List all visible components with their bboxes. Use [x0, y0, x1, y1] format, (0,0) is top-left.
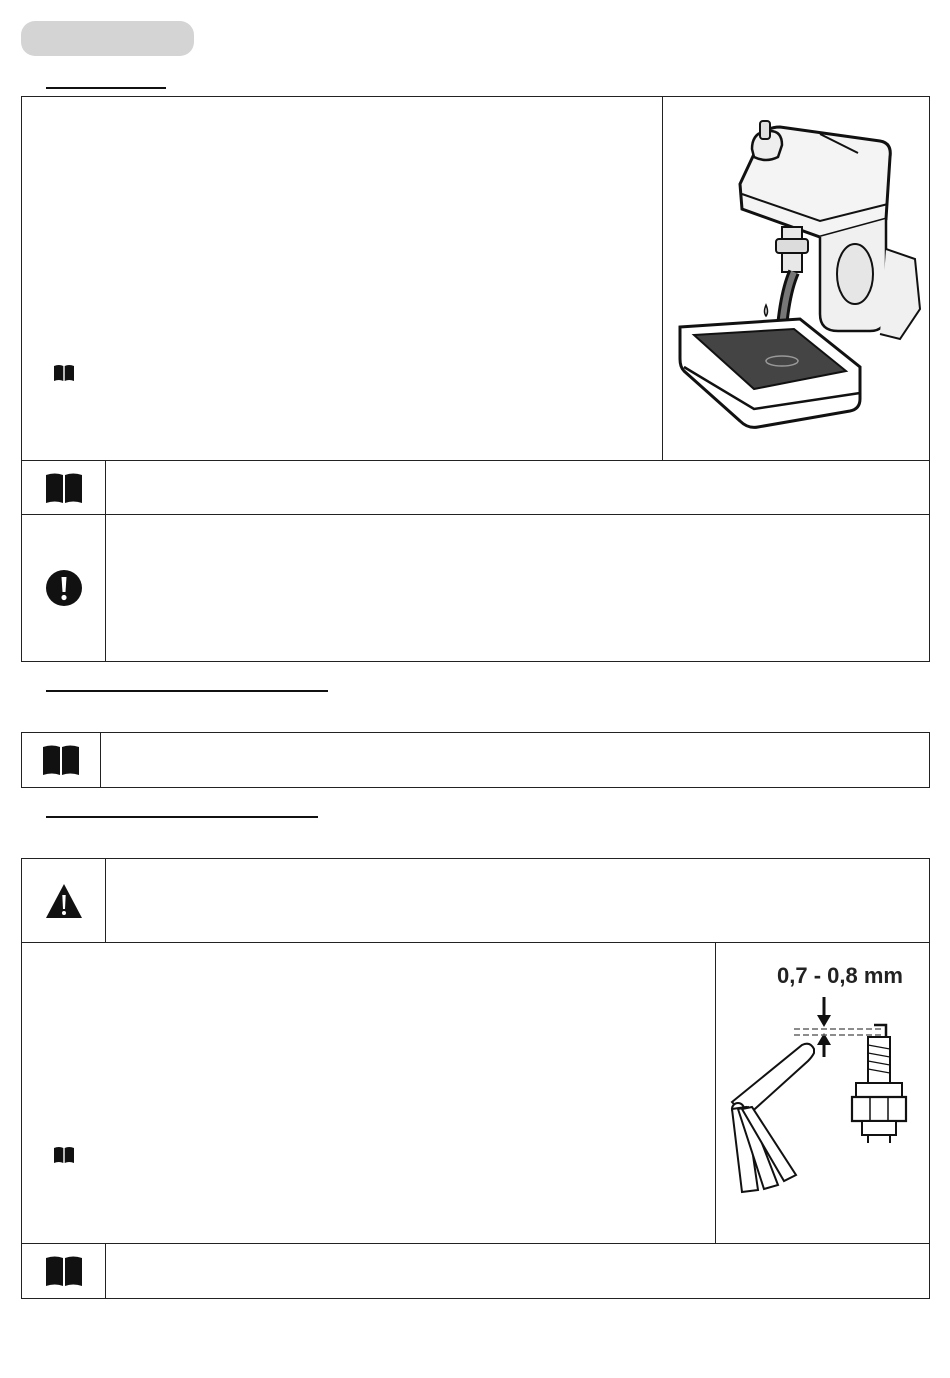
row-divider	[105, 461, 106, 515]
warning-row	[21, 858, 930, 944]
section-header-pill	[21, 21, 194, 56]
spark-plug-gap-illustration	[722, 957, 926, 1207]
heading-underline-section-2	[46, 690, 328, 692]
row-divider	[100, 733, 101, 787]
manual-book-icon	[52, 1145, 76, 1165]
oil-drain-illustration	[670, 109, 924, 454]
exclamation-circle-icon	[22, 515, 105, 660]
heading-underline-spark-plug	[46, 816, 318, 818]
notice-row	[21, 514, 930, 662]
manual-note-row-2	[21, 732, 930, 788]
manual-book-icon	[22, 1244, 105, 1297]
row-divider	[105, 515, 106, 661]
row-divider	[105, 1244, 106, 1298]
manual-book-icon	[52, 363, 76, 383]
row-divider	[105, 859, 106, 943]
manual-book-icon	[22, 733, 100, 786]
manual-note-row-1	[21, 460, 930, 516]
panel-divider	[662, 97, 663, 461]
manual-book-icon	[22, 461, 105, 514]
warning-triangle-icon	[22, 859, 105, 942]
manual-note-row-3	[21, 1243, 930, 1299]
oil-change-panel	[21, 96, 930, 462]
gap-label: 0,7 - 0,8 mm	[777, 963, 903, 988]
panel-divider	[715, 943, 716, 1244]
heading-underline-oil-change	[46, 87, 166, 89]
spark-plug-panel	[21, 942, 930, 1245]
